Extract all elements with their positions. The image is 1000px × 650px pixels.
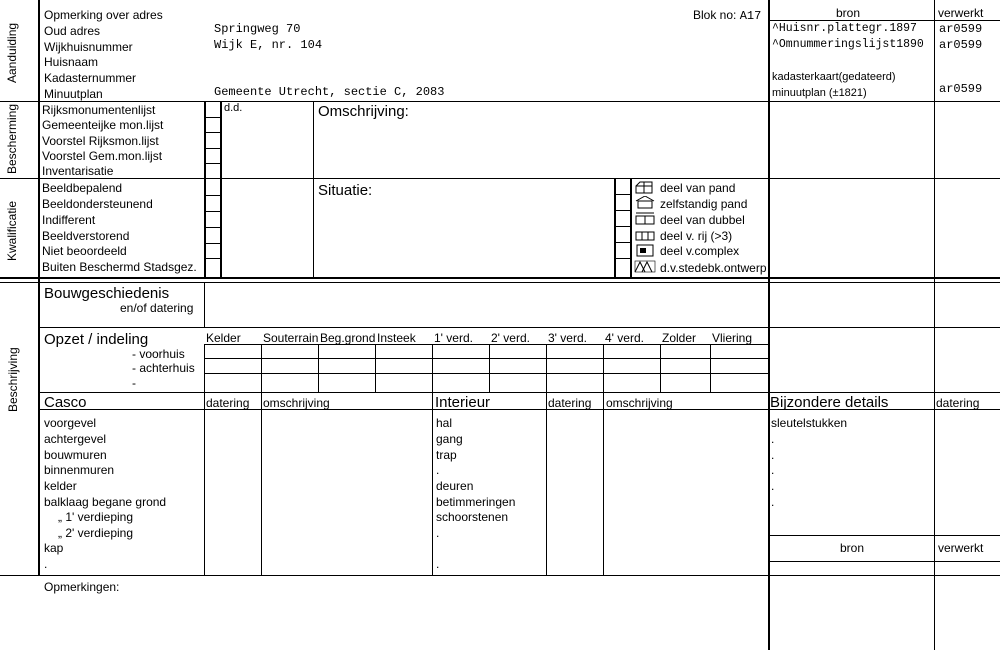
bijzondere-datering-header: datering (936, 396, 980, 410)
omschrijving-heading: Omschrijving: (318, 103, 409, 120)
opzet-col-line (375, 344, 376, 392)
casco-omschrijving-col (261, 392, 262, 575)
bron-header: bron (836, 6, 861, 20)
checkbox-deel-v-rij[interactable] (614, 242, 630, 243)
house-complex-icon (634, 244, 656, 257)
label-beeldondersteunend: Beeldondersteunend (42, 197, 153, 211)
interieur-datering-header: datering (548, 396, 592, 410)
bouwgeschiedenis-heading: Bouwgeschiedenis (44, 285, 170, 302)
bron-minuutplan: minuutplan (±1821) (772, 87, 867, 99)
oud-adres-value: Springweg 70 (214, 22, 301, 36)
label-minuutplan: Minuutplan (44, 87, 103, 101)
house-part-icon (634, 181, 656, 194)
interieur-heading: Interieur (435, 394, 491, 411)
checkbox-col-left (204, 101, 206, 277)
bijzondere-item: . (771, 432, 775, 446)
label-kadasternummer: Kadasternummer (44, 71, 137, 85)
checkbox-gemeentelijke-mon-lijst[interactable] (204, 132, 220, 133)
situatie-option: deel v.complex (660, 244, 740, 258)
interieur-item: betimmeringen (436, 495, 516, 509)
bijzondere-heading: Bijzondere details (770, 394, 889, 411)
opzet-col-line (546, 344, 547, 392)
opmerkingen-label: Opmerkingen: (44, 580, 120, 594)
situatie-option: zelfstandig pand (660, 197, 748, 211)
casco-item: . (44, 557, 48, 571)
separator-bouwgeschiedenis (38, 327, 1000, 328)
kadaster-value: Gemeente Utrecht, sectie C, 2083 (214, 85, 445, 99)
header-underline (768, 20, 1000, 21)
opzet-col-vliering: Vliering (712, 331, 753, 345)
house-row-icon (634, 228, 656, 241)
checkbox-beeldverstorend[interactable] (204, 243, 220, 244)
separator-double (0, 282, 1000, 283)
bron-huisnr: ^Huisnr.plattegr.1897 (772, 22, 917, 35)
opzet-col-zolder: Zolder (662, 331, 697, 345)
label-opmerking-adres: Opmerking over adres (44, 8, 163, 22)
bijzondere-item: . (771, 495, 775, 509)
section-label-kwalificatie: Kwalificatie (5, 200, 19, 261)
interieur-item: . (436, 557, 440, 571)
verwerkt-header: verwerkt (938, 6, 984, 20)
label-oud-adres: Oud adres (44, 24, 101, 38)
opzet-col-line (710, 344, 711, 392)
house-detached-icon (634, 196, 656, 209)
casco-item: „ 1' verdieping (58, 510, 133, 524)
checkbox-beeldbepalend[interactable] (204, 195, 220, 196)
section-label-aanduiding: Aanduiding (5, 22, 19, 83)
casco-omschrijving-header: omschrijving (263, 396, 330, 410)
bijzondere-line (768, 535, 1000, 536)
label-inventarisatie: Inventarisatie (42, 164, 114, 178)
separator-aanduiding (0, 101, 1000, 102)
bouwgeschiedenis-sub: en/of datering (120, 301, 194, 315)
opzet-row-line (204, 373, 768, 374)
verwerkt-column-border (934, 0, 935, 650)
situatie-option: deel v. rij (>3) (660, 229, 733, 243)
situatie-option: deel van pand (660, 181, 736, 195)
bijzondere-verwerkt: verwerkt (938, 541, 984, 555)
checkbox-beeldondersteunend[interactable] (204, 211, 220, 212)
interieur-omschrijving-col (603, 392, 604, 575)
checkbox-indifferent[interactable] (204, 227, 220, 228)
interieur-item: gang (436, 432, 463, 446)
opzet-col-line (204, 344, 205, 392)
label-beeldbepalend: Beeldbepalend (42, 181, 123, 195)
checkbox-voorstel-rijksmon[interactable] (204, 148, 220, 149)
bijzondere-item: . (771, 479, 775, 493)
label-huisnaam: Huisnaam (44, 55, 99, 69)
bouw-col (204, 282, 205, 327)
opzet-row-achterhuis: - achterhuis (132, 361, 195, 375)
casco-item: voorgevel (44, 416, 97, 430)
bron-kadasterkaart: kadasterkaart(gedateerd) (772, 71, 896, 83)
separator-opzet (38, 392, 1000, 393)
opzet-col-1-verd: 1' verd. (434, 331, 473, 345)
checkbox-rijksmonumentenlijst[interactable] (204, 117, 220, 118)
house-double-icon (634, 212, 656, 225)
blok-label (693, 8, 761, 23)
opzet-col-souterrain: Souterrain (263, 331, 319, 345)
wijkhuisnummer-value: Wijk E, nr. 104 (214, 38, 323, 52)
opzet-col-2-verd: 2' verd. (491, 331, 530, 345)
urban-design-icon (634, 260, 656, 273)
dd-label: d.d. (224, 102, 243, 114)
label-voorstel-gemmon: Voorstel Gem.mon.lijst (42, 149, 163, 163)
opzet-col-kelder: Kelder (206, 331, 241, 345)
interieur-item: schoorstenen (436, 510, 509, 524)
opzet-col-line (603, 344, 604, 392)
opzet-col-line (660, 344, 661, 392)
opzet-col-beg-grond: Beg.grond (320, 331, 376, 345)
label-indifferent: Indifferent (42, 213, 96, 227)
bijzondere-line2 (768, 561, 1000, 562)
checkbox-zelfstandig-pand[interactable] (614, 210, 630, 211)
label-voorstel-rijksmon: Voorstel Rijksmon.lijst (42, 134, 159, 148)
situatie-heading: Situatie: (318, 182, 373, 199)
separator-bescherming (0, 178, 1000, 179)
casco-item: achtergevel (44, 432, 107, 446)
verwerkt-2: ar0599 (939, 38, 983, 52)
bron-column-border (768, 0, 770, 650)
checkbox-deel-van-pand[interactable] (614, 194, 630, 195)
bron-omnummering: ^Omnummeringslijst1890 (772, 38, 924, 51)
opzet-col-line (489, 344, 490, 392)
section-label-beschrijving: Beschrijving (6, 347, 20, 412)
checkbox-deel-van-dubbel[interactable] (614, 226, 630, 227)
label-niet-beoordeeld: Niet beoordeeld (42, 244, 127, 258)
label-buiten-beschermd: Buiten Beschermd Stadsgez. (42, 260, 197, 274)
opzet-col-line (261, 344, 262, 392)
separator-kwalificatie (0, 277, 1000, 279)
casco-heading: Casco (44, 394, 87, 411)
checkbox-deel-v-complex[interactable] (614, 258, 630, 259)
casco-datering-col (204, 392, 205, 575)
label-wijkhuisnummer: Wijkhuisnummer (44, 40, 133, 54)
situatie-box-left (614, 178, 616, 277)
blok-value: A17 (739, 9, 762, 23)
interieur-omschrijving-header: omschrijving (606, 396, 673, 410)
label-rijksmonumentenlijst: Rijksmonumentenlijst (42, 103, 156, 117)
situatie-box-right (630, 178, 632, 277)
casco-datering-header: datering (206, 396, 250, 410)
opzet-heading: Opzet / indeling (44, 331, 149, 348)
verwerkt-1: ar0599 (939, 22, 983, 36)
casco-item: „ 2' verdieping (58, 526, 133, 540)
casco-item: bouwmuren (44, 448, 107, 462)
opzet-col-insteek: Insteek (377, 331, 416, 345)
interieur-item: deuren (436, 479, 474, 493)
opzet-col-3-verd: 3' verd. (548, 331, 587, 345)
blok-label-text: Blok no: (693, 8, 737, 22)
section-label-bescherming: Bescherming (5, 103, 19, 174)
omschrijving-col (313, 101, 314, 277)
casco-item: kelder (44, 479, 77, 493)
opzet-col-line (318, 344, 319, 392)
interieur-item: . (436, 463, 440, 477)
bijzondere-item: . (771, 463, 775, 477)
interieur-col (432, 392, 433, 575)
situatie-option: d.v.stedebk.ontwerp (660, 261, 767, 275)
bijzondere-bron: bron (840, 541, 865, 555)
checkbox-col-right (220, 101, 222, 277)
label-gemeentelijke-mon-lijst: Gemeenteijke mon.lijst (42, 118, 164, 132)
opzet-col-line (432, 344, 433, 392)
situatie-option: deel van dubbel (660, 213, 745, 227)
left-border (38, 0, 40, 575)
verwerkt-3: ar0599 (939, 82, 983, 96)
separator-beschrijving (0, 575, 1000, 576)
label-beeldverstorend: Beeldverstorend (42, 229, 130, 243)
checkbox-voorstel-gemmon[interactable] (204, 163, 220, 164)
checkbox-niet-beoordeeld[interactable] (204, 258, 220, 259)
interieur-item: trap (436, 448, 457, 462)
casco-item: binnenmuren (44, 463, 115, 477)
opzet-row-line (204, 358, 768, 359)
interieur-datering-col (546, 392, 547, 575)
casco-item: balklaag begane grond (44, 495, 167, 509)
opzet-row-voorhuis: - voorhuis (132, 347, 185, 361)
opzet-row-extra: - (132, 376, 136, 390)
interieur-item: hal (436, 416, 453, 430)
opzet-col-4-verd: 4' verd. (605, 331, 644, 345)
casco-item: kap (44, 541, 64, 555)
bijzondere-item: . (771, 448, 775, 462)
bijzondere-item: sleutelstukken (771, 416, 848, 430)
interieur-item: . (436, 526, 440, 540)
